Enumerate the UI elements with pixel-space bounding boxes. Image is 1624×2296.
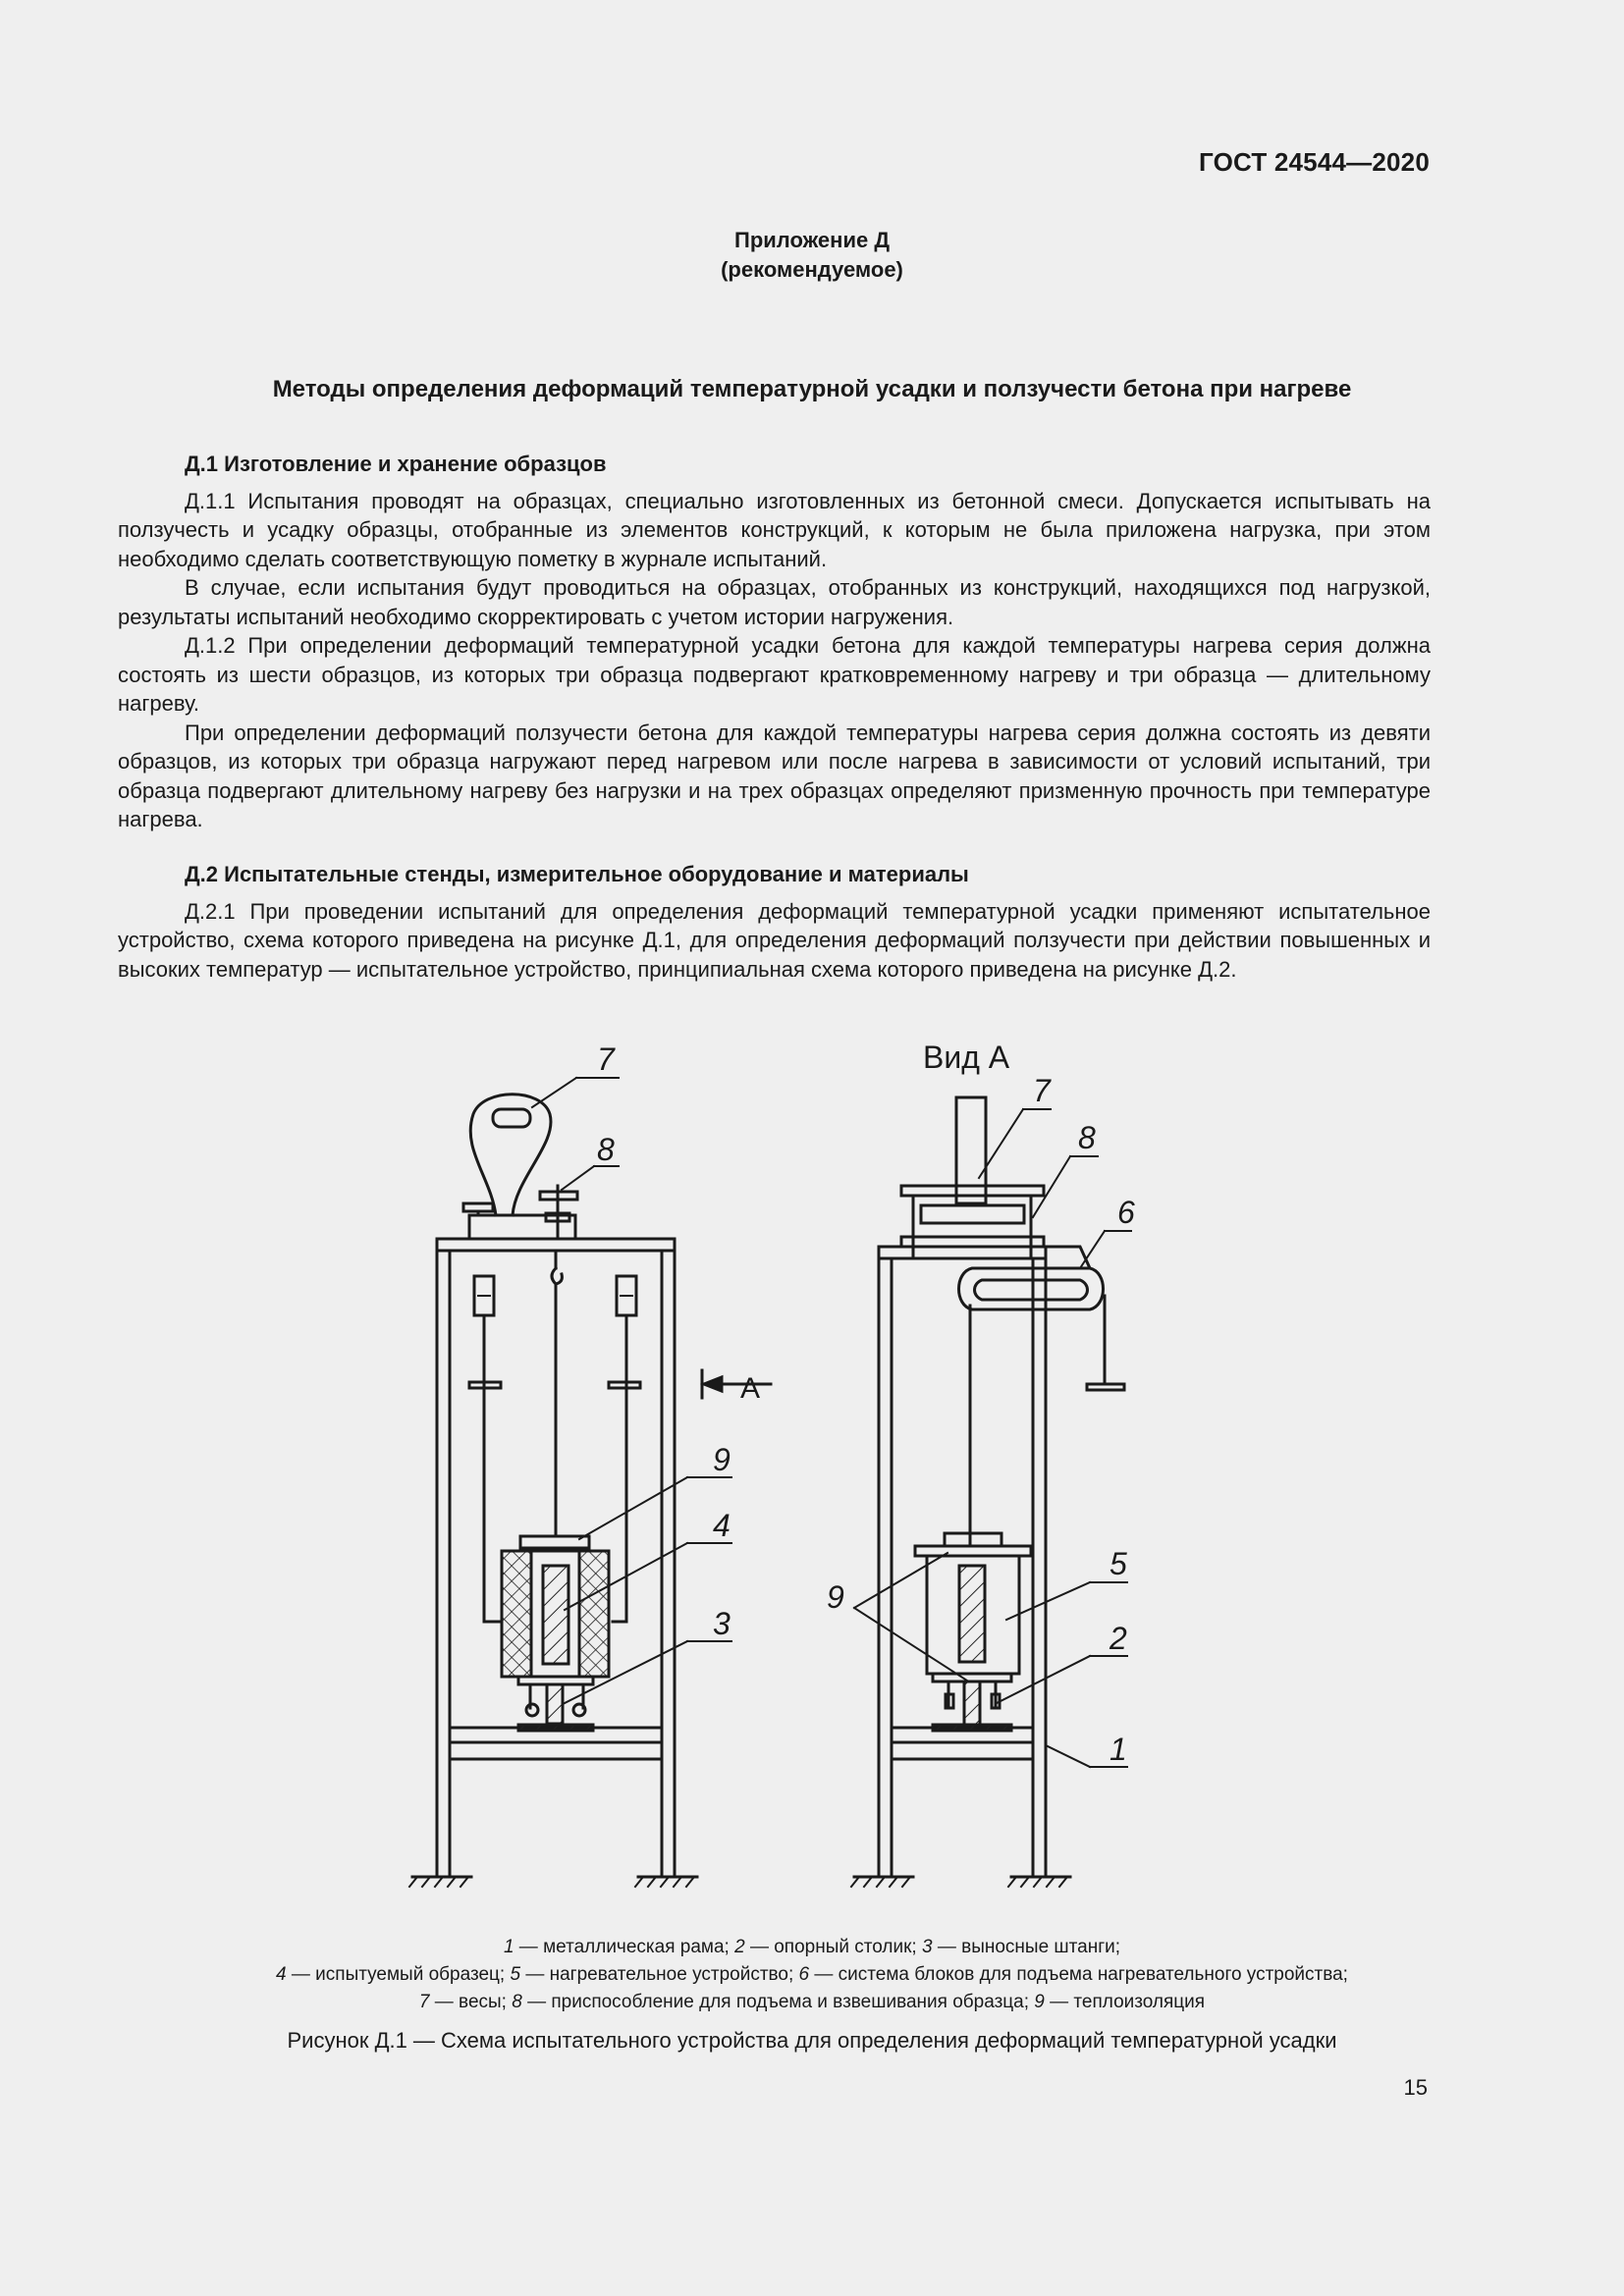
legend-text: — испытуемый образец; bbox=[286, 1964, 511, 1985]
figure-legend bbox=[0, 1934, 1624, 2016]
right-label-8: 8 bbox=[1078, 1120, 1096, 1155]
right-label-9: 9 bbox=[827, 1579, 844, 1615]
legend-text: — выносные штанги; bbox=[932, 1937, 1121, 1957]
right-label-5: 5 bbox=[1110, 1546, 1127, 1581]
appendix-subtitle: (рекомендуемое) bbox=[721, 257, 903, 282]
appendix-title: Приложение Д bbox=[734, 228, 890, 252]
legend-num: 1 bbox=[503, 1937, 514, 1957]
view-arrow-label: А bbox=[740, 1372, 761, 1405]
legend-num: 3 bbox=[921, 1937, 933, 1957]
legend-text: — теплоизоляция bbox=[1044, 1992, 1206, 2012]
legend-num: 7 bbox=[418, 1992, 430, 2012]
left-label-9: 9 bbox=[713, 1442, 731, 1477]
document-title: Методы определения деформаций температурной усадки и ползучести бетона при нагреве bbox=[272, 376, 1352, 402]
legend-text: — нагревательное устройство; bbox=[520, 1964, 799, 1985]
legend-text: — система блоков для подъема нагревательного устройства; bbox=[809, 1964, 1348, 1985]
paragraph-d1-3: Д.1.2 При определении деформаций температурной усадки бетона для каждой температуры нагрева серия должна состоять из шести образцов, из которых три образца подвергают кратковременному нагреву и три образца — длительному нагреву. bbox=[118, 633, 1431, 716]
legend-num: 6 bbox=[798, 1964, 810, 1985]
legend-num: 9 bbox=[1034, 1992, 1045, 2012]
left-label-8: 8 bbox=[597, 1132, 615, 1167]
standard-number: ГОСТ 24544—2020 bbox=[1199, 147, 1430, 177]
paragraph-d1-2: В случае, если испытания будут проводиться на образцах, отобранных из конструкций, находящихся под нагрузкой, результаты испытаний необходимо скорректировать с учетом истории нагружения. bbox=[118, 575, 1431, 629]
legend-text: — приспособление для подъема и взвешивания образца; bbox=[521, 1992, 1035, 2012]
paragraph-d1-1: Д.1.1 Испытания проводят на образцах, специально изготовленных из бетонной смеси. Допускается испытывать на ползучесть и усадку образцы, отобранные из элементов конструкций, к которым не была приложена нагрузка, при этом необходимо сделать соответствующую пометку в журнале испытаний. bbox=[118, 488, 1431, 571]
legend-num: 4 bbox=[276, 1964, 287, 1985]
section-d2 bbox=[118, 860, 1431, 984]
legend-line-2 bbox=[0, 1961, 1624, 1989]
right-label-7: 7 bbox=[1033, 1073, 1051, 1108]
section-heading-d2: Д.2 Испытательные стенды, измерительное оборудование и материалы bbox=[185, 862, 969, 886]
left-view bbox=[409, 1078, 771, 1887]
legend-text: — металлическая рама; bbox=[514, 1937, 735, 1957]
left-label-3: 3 bbox=[713, 1606, 731, 1641]
legend-num: 5 bbox=[510, 1964, 521, 1985]
paragraph-d2-1: Д.2.1 При проведении испытаний для определения деформаций температурной усадки применяют испытательное устройство, схема которого приведена на рисунке Д.1, для определения деформаций ползучести при действии повышенных и высоких температур — испытательное устройство, принципиальная схема которого приведена на рисунке Д.2. bbox=[118, 898, 1431, 982]
paragraph-d1-4: При определении деформаций ползучести бетона для каждой температуры нагрева серия должна состоять из девяти образцов, из которых три образца нагружают перед нагревом или после нагрева в зависимости от условий испытаний, три образца подвергают длительному нагреву без нагрузки и на трех образцах определяют призменную прочность при температуре нагрева. bbox=[118, 720, 1431, 831]
legend-num: 2 bbox=[734, 1937, 745, 1957]
right-label-6: 6 bbox=[1117, 1195, 1135, 1230]
section-heading-d1: Д.1 Изготовление и хранение образцов bbox=[185, 452, 607, 476]
legend-text: — весы; bbox=[429, 1992, 513, 2012]
legend-num: 8 bbox=[512, 1992, 522, 2012]
right-label-1: 1 bbox=[1110, 1732, 1127, 1767]
view-a-label: Вид А bbox=[923, 1040, 1010, 1075]
right-label-2: 2 bbox=[1110, 1621, 1127, 1656]
section-d1 bbox=[118, 450, 1431, 834]
left-label-7: 7 bbox=[597, 1041, 615, 1077]
legend-line-3 bbox=[0, 1989, 1624, 2016]
figure-caption: Рисунок Д.1 — Схема испытательного устройства для определения деформаций температурной усадки bbox=[287, 2028, 1337, 2053]
page-number: 15 bbox=[1403, 2075, 1428, 2100]
right-view bbox=[851, 1097, 1131, 1887]
legend-text: — опорный столик; bbox=[744, 1937, 922, 1957]
left-label-4: 4 bbox=[713, 1508, 731, 1543]
legend-line-1 bbox=[0, 1934, 1624, 1961]
